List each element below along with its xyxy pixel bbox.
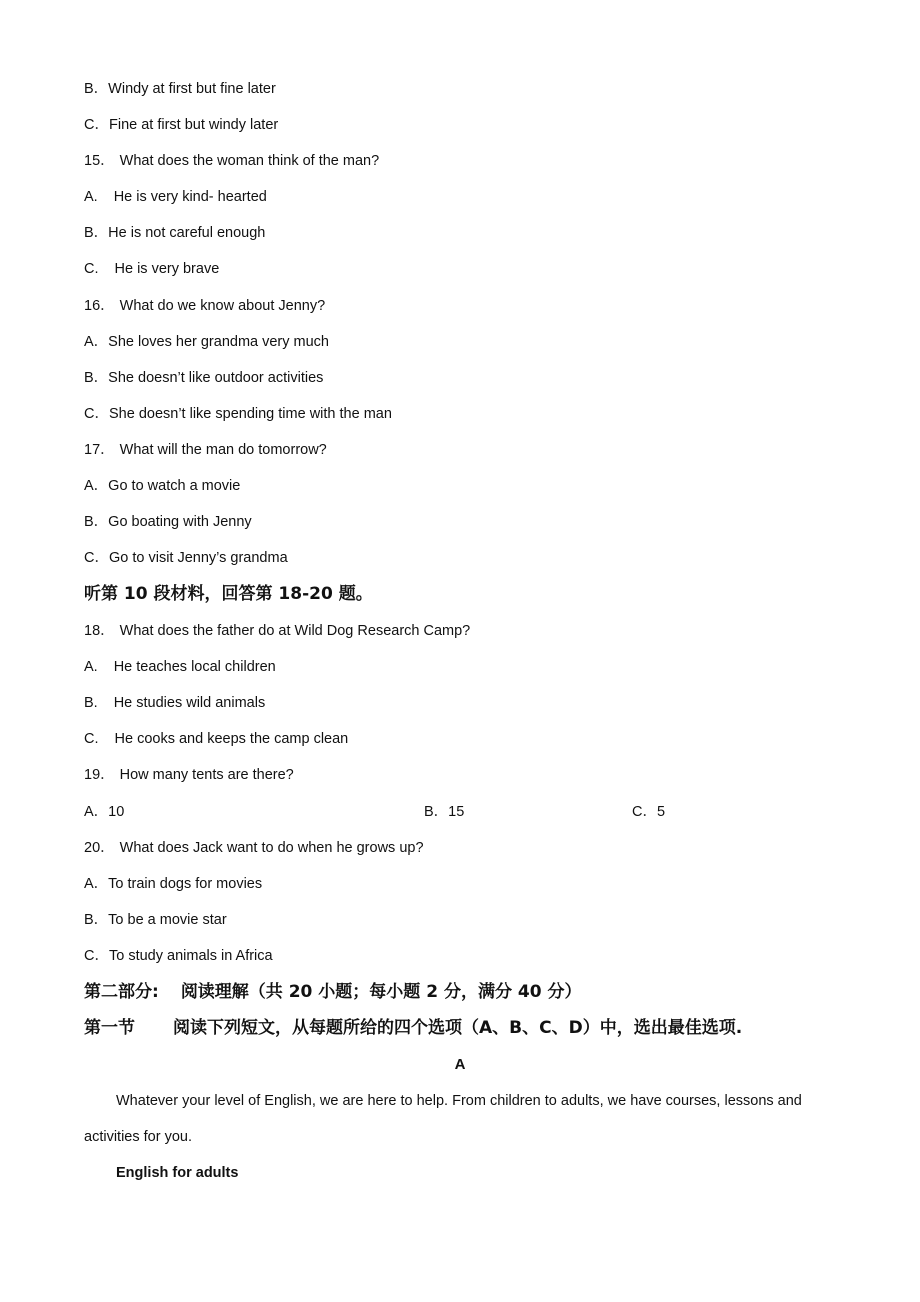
q19-option-a: A．10 — [84, 804, 125, 820]
q19-option-b: B．15 — [424, 804, 465, 820]
q17-option-c: C．Go to visit Jenny’s grandma — [84, 550, 288, 566]
q19-option-c: C．5 — [632, 804, 666, 820]
q15-option-c: C. He is very brave — [84, 261, 220, 277]
passage-a-title: A — [454, 1056, 466, 1073]
q16-question: 16． What do we know about Jenny? — [84, 298, 326, 314]
q17-option-b: B．Go boating with Jenny — [84, 514, 252, 530]
q20-question: 20． What does Jack want to do when he grows up? — [84, 840, 424, 856]
q16-option-c: C．She doesn’t like spending time with the man — [84, 406, 392, 422]
passage-a-subheading: English for adults — [116, 1165, 239, 1181]
q15-question: 15． What does the woman think of the man? — [84, 153, 380, 169]
q16-option-a: A．She loves her grandma very much — [84, 334, 329, 350]
q14-option-c: C．Fine at first but windy later — [84, 117, 279, 133]
section1-heading: 第一节 阅读下列短文，从每题所给的四个选项（A、B、C、D）中，选出最佳选项. — [84, 1018, 743, 1038]
q20-option-b: B．To be a movie star — [84, 912, 227, 928]
part2-heading: 第二部分: 阅读理解（共 20 小题；每小题 2 分，满分 40 分） — [84, 982, 582, 1002]
passage-a-paragraph: Whatever your level of English, we are here to help. From children to adults, we have courses, lessons and activities for you. — [84, 1093, 802, 1145]
q20-option-c: C．To study animals in Africa — [84, 948, 273, 964]
q18-question: 18． What does the father do at Wild Dog Research Camp? — [84, 623, 471, 639]
q15-option-a: A. He is very kind- hearted — [84, 189, 267, 205]
q17-option-a: A．Go to watch a movie — [84, 478, 241, 494]
q18-option-c: C. He cooks and keeps the camp clean — [84, 731, 349, 747]
q16-option-b: B．She doesn’t like outdoor activities — [84, 370, 324, 386]
q19-question: 19． How many tents are there? — [84, 767, 294, 783]
q17-question: 17． What will the man do tomorrow? — [84, 442, 327, 458]
q20-option-a: A．To train dogs for movies — [84, 876, 263, 892]
q15-option-b: B．He is not careful enough — [84, 225, 266, 241]
q18-option-b: B. He studies wild animals — [84, 695, 266, 711]
q18-option-a: A. He teaches local children — [84, 659, 276, 675]
q14-option-b: B．Windy at first but fine later — [84, 81, 276, 97]
section10-heading: 听第 10 段材料，回答第 18-20 题。 — [84, 584, 373, 604]
